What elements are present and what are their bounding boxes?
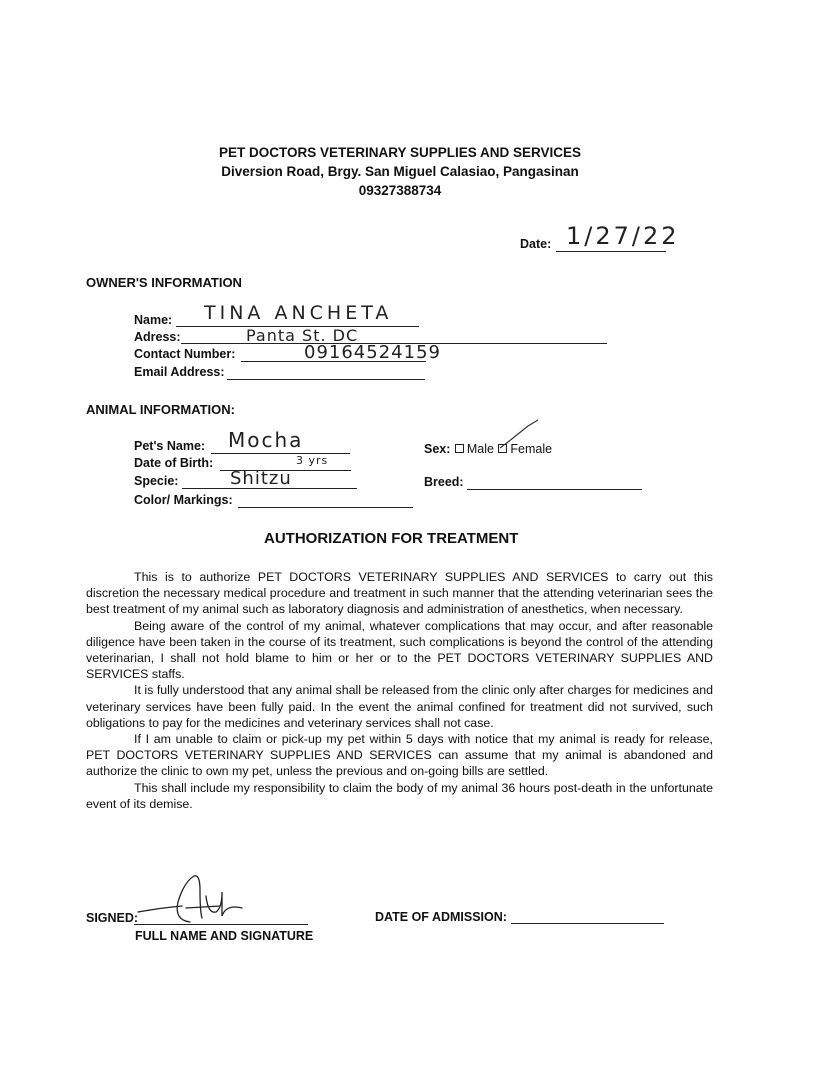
authorization-paragraph-2: Being aware of the control of my animal, whatever complications that may occur, and after reasonable diligence have been taken in the course of its treatment, such complications is beyond the control of the attending veterinarian, I shall not hold blame to him or her or to the PET DOCTORS VETERINARY SUPPLIES AND SERVICES staffs. — [86, 618, 713, 682]
authorization-paragraph-4: If I am unable to claim or pick-up my pet within 5 days with notice that my animal is ready for release, PET DOCTORS VETERINARY SUPPLIES AND SERVICES can assume that my animal is abandoned and authorize the clinic to own my pet, unless the previous and on-going bills are settled. — [86, 732, 713, 779]
sex-label: Sex: — [424, 442, 451, 456]
sex-male-label: Male — [466, 442, 494, 456]
date-of-admission-label: DATE OF ADMISSION: — [375, 910, 507, 924]
clinic-phone: 09327388734 — [358, 183, 442, 198]
clinic-address: Diversion Road, Brgy. San Miguel Calasiao, Pangasinan — [221, 164, 579, 179]
signed-label: SIGNED: — [86, 911, 139, 925]
date-of-admission-line — [511, 923, 664, 924]
dob-label: Date of Birth: — [134, 456, 214, 470]
dob-field[interactable]: 3 yrs — [296, 454, 329, 467]
email-label: Email Address: — [134, 365, 225, 379]
date-label: Date: — [520, 237, 552, 251]
female-check-mark — [498, 418, 542, 452]
date-line — [556, 251, 666, 252]
animal-info-heading: ANIMAL INFORMATION: — [86, 402, 235, 417]
species-label: Specie: — [134, 474, 179, 488]
breed-label: Breed: — [424, 475, 464, 489]
authorization-title: AUTHORIZATION FOR TREATMENT — [264, 530, 519, 547]
signature-caption: FULL NAME AND SIGNATURE — [135, 929, 314, 943]
authorization-body — [86, 569, 713, 812]
color-markings-label: Color/ Markings: — [134, 493, 233, 507]
owner-address-label: Adress: — [134, 330, 181, 344]
clinic-name: PET DOCTORS VETERINARY SUPPLIES AND SERVICES — [218, 145, 582, 160]
pet-name-label: Pet's Name: — [134, 439, 206, 453]
contact-number-label: Contact Number: — [134, 347, 236, 361]
male-checkbox[interactable] — [455, 444, 464, 453]
owner-name-label: Name: — [134, 313, 173, 327]
sex-female-label: Female — [510, 442, 553, 456]
species-field[interactable]: Shitzu — [230, 468, 292, 489]
owner-name-field[interactable]: TINA ANCHETA — [204, 302, 393, 324]
owner-info-heading: OWNER'S INFORMATION — [86, 275, 242, 290]
sex-male-option[interactable] — [455, 442, 494, 456]
date-value[interactable]: 1/27/22 — [566, 222, 680, 250]
pet-name-field[interactable]: Mocha — [228, 428, 304, 452]
authorization-paragraph-3: It is fully understood that any animal shall be released from the clinic only after charges for medicines and veterinary services have been fully paid. In the event the animal confined for treatment did not survived, such obligations to pay for the medicines and veterinary services shall not case. — [86, 683, 713, 730]
signature-drawing[interactable] — [130, 872, 250, 932]
contact-number-field[interactable]: 09164524159 — [304, 342, 441, 363]
authorization-paragraph-5: This shall include my responsibility to claim the body of my animal 36 hours post-death in the unfortunate event of its demise. — [86, 780, 713, 811]
email-line — [227, 379, 425, 380]
color-markings-line — [238, 507, 413, 508]
pet-name-line — [211, 453, 350, 454]
authorization-paragraph-1: This is to authorize PET DOCTORS VETERINARY SUPPLIES AND SERVICES to carry out this discretion the necessary medical procedure and treatment in such manner that the attending veterinarian sees the best treatment of my animal such as laboratory diagnosis and administration of anesthetics, when necessary. — [86, 570, 713, 617]
breed-line — [467, 489, 642, 490]
owner-address-field[interactable]: Panta St. DC — [246, 326, 359, 345]
